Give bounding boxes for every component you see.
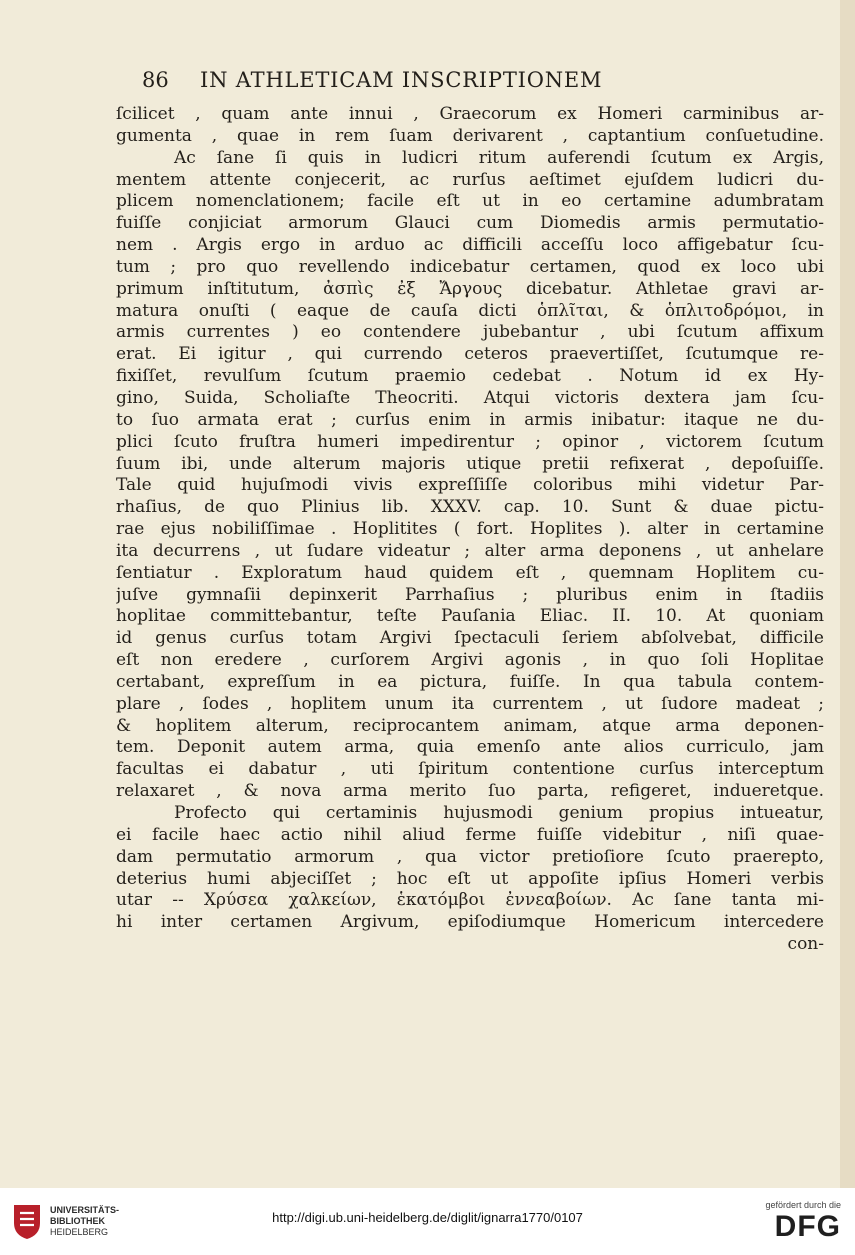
dfg-logo[interactable] (765, 1200, 841, 1244)
text-line: fuiſſe conjiciat armorum Glauci cum Diomedis armis permutatio- (116, 213, 824, 234)
text-line: deterius humi abjeciſſet ; hoc eſt ut appoſite ipſius Homeri verbis (116, 868, 824, 889)
catchword: con- (787, 934, 824, 955)
library-name: UNIVERSITÄTS- BIBLIOTHEK HEIDELBERG (50, 1204, 120, 1237)
text-line: mentem attente conjecerit, ac rurſus aeſtimet ejuſdem ludicri du- (116, 169, 824, 190)
text-line: erat. Ei igitur , qui currendo ceteros praevertiſſet, ſcutumque re- (116, 344, 824, 365)
text-line: plare , ſodes , hoplitem unum ita currentem , ut ſudore madeat ; (116, 693, 824, 714)
text-line: ſentiatur . Exploratum haud quidem eſt , quemnam Hoplitem cu- (116, 562, 824, 583)
text-line: ita decurrens , ut ſudare videatur ; alter arma deponens , ut anhelare (116, 540, 824, 561)
text-line: juſve gymnaſii depinxerit Parrhaſius ; pluribus enim in ſtadiis (116, 584, 824, 605)
text-line: dam permutatio armorum , qua victor pretioſiore ſcuto praerepto, (116, 846, 824, 867)
text-line: ſcilicet , quam ante innui , Graecorum ex Homeri carminibus ar- (116, 104, 824, 124)
text-line: rhaſius, de quo Plinius lib. XXXV. cap. 10. Sunt & duae pictu- (116, 497, 824, 518)
sponsor-name: DFG (774, 1210, 841, 1243)
text-line: armis currentes ) eo contendere jubebantur , ubi ſcutum affixum (116, 322, 824, 343)
text-line: ei facile haec actio nihil aliud ferme fuiſſe videbitur , niſi quae- (116, 824, 824, 845)
running-head (116, 68, 824, 98)
text-line: eſt non eredere , curſorem Argivi agonis , in quo ſoli Hoplitae (116, 650, 824, 671)
text-line: matura onuſti ( eaque de cauſa dicti ὁπλῖται, & ὁπλιτοδρόμοι, in (116, 300, 824, 321)
page-number: 86 (142, 68, 169, 92)
text-line: fixiſſet, revulſum ſcutum praemio cedebat . Notum id ex Hy- (116, 366, 824, 387)
text-line: plici ſcuto fruſtra humeri impedirentur ; opinor , victorem ſcutum (116, 431, 824, 452)
permalink-url[interactable]: http://digi.ub.uni-heidelberg.de/diglit/ignarra1770/0107 (272, 1210, 583, 1225)
text-line: gumenta , quae in rem ſuam derivarent , captantium conſuetudine. (116, 125, 824, 146)
body-text (116, 104, 824, 956)
sponsor-caption: gefördert durch die (765, 1200, 841, 1210)
text-line: hoplitae committebantur, teſte Pauſania Eliac. II. 10. At quoniam (116, 606, 824, 627)
text-line: plicem nomenclationem; facile eſt ut in eo certamine adumbratam (116, 191, 824, 212)
text-line: utar -- Χρύσεα χαλκείων, ἑκατόμβοι ἐννεαβοίων. Ac ſane tanta mi- (116, 890, 824, 911)
text-line: gino, Suida, Scholiaſte Theocriti. Atqui victoris dextera jam ſcu- (116, 387, 824, 408)
text-line: hi inter certamen Argivum, epiſodiumque Homericum intercedere (116, 912, 824, 933)
text-line: certabant, expreſſum in ea pictura, fuiſſe. In qua tabula contem- (116, 671, 824, 692)
text-line: facultas ei dabatur , uti ſpiritum contentione curſus interceptum (116, 759, 824, 780)
page-edge (840, 0, 855, 1188)
text-line: relaxaret , & nova arma merito ſuo parta, refigeret, indueretque. (116, 781, 824, 802)
text-line: Ac ſane ſi quis in ludicri ritum auferendi ſcutum ex Argis, (174, 147, 824, 168)
text-line: Tale quid hujuſmodi vivis expreſſiſſe coloribus mihi videtur Par- (116, 475, 824, 496)
text-line: id genus curſus totam Argivi ſpectaculi ſeriem abſolvebat, difficile (116, 628, 824, 649)
text-line: tum ; pro quo revellendo indicebatur certamen, quod ex loco ubi (116, 256, 824, 277)
document-page (116, 68, 824, 956)
running-title: IN ATHLETICAM INSCRIPTIONEM (200, 68, 603, 92)
text-line: primum inſtitutum, ἀσπὶς ἐξ Ἄργους dicebatur. Athletae gravi ar- (116, 278, 824, 299)
text-line: nem . Argis ergo in arduo ac difficili acceſſu loco affigebatur ſcu- (116, 235, 824, 256)
text-line: Profecto qui certaminis hujusmodi genium propius intueatur, (174, 803, 824, 823)
text-line: to ſuo armata erat ; curſus enim in armis inibatur: itaque ne du- (116, 409, 824, 430)
text-line: ſuum ibi, unde alterum majoris utique pretii refixerat , depoſuiſſe. (116, 453, 824, 474)
text-line: rae ejus nobiliſſimae . Hoplitites ( fort. Hoplites ). alter in certamine (116, 519, 824, 540)
text-line: tem. Deponit autem arma, quia emenſo ante alios curriculo, jam (116, 737, 824, 758)
text-line: & hoplitem alterum, reciprocantem animam, atque arma deponen- (116, 715, 824, 736)
